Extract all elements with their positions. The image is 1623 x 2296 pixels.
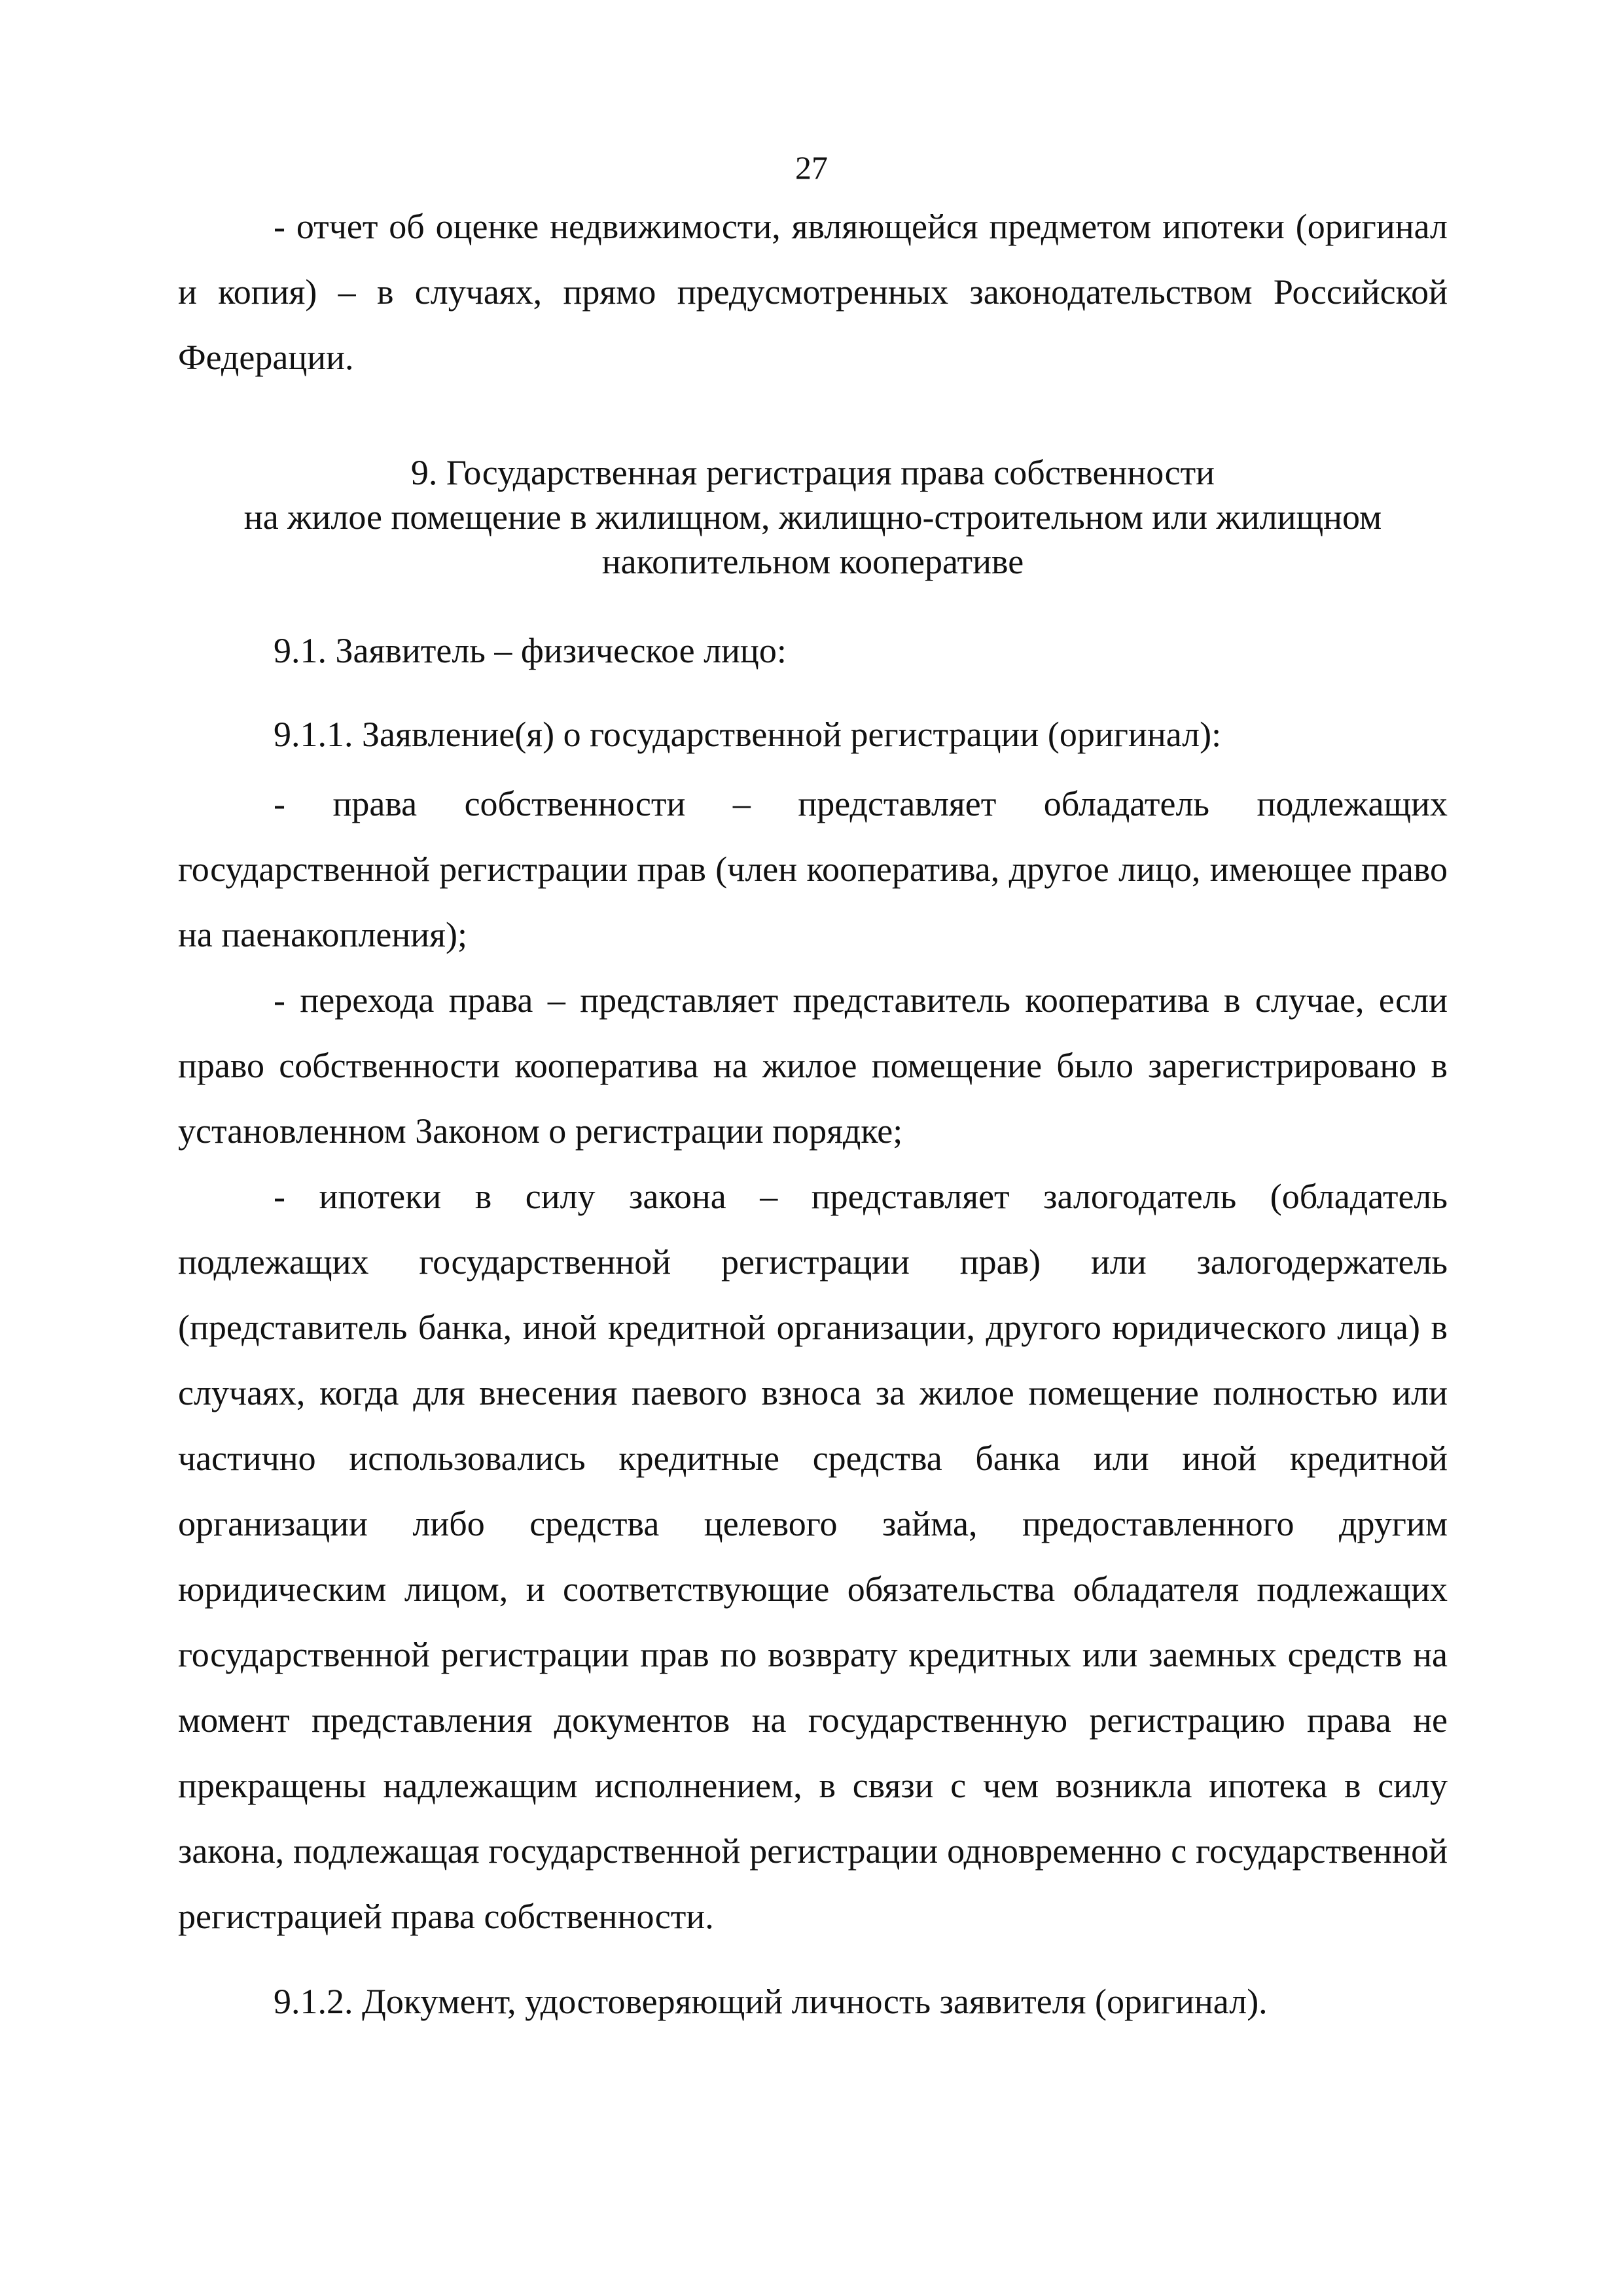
section-heading-line3: накопительном кооперативе [601, 542, 1024, 581]
section-heading-line1: 9. Государственная регистрация права собственности [410, 453, 1215, 492]
section-heading-line2: на жилое помещение в жилищном, жилищно-строительном или жилищном [243, 497, 1382, 537]
intro-paragraph: - отчет об оценке недвижимости, являющейся предметом ипотеки (оригинал и копия) – в случаях, прямо предусмотренных законодательством Российской Федерации. [178, 207, 1448, 377]
bullet-transfer: - перехода права – представляет представитель кооператива в случае, если право собственности кооператива на жилое помещение было зарегистрировано в установленном Законом о регистрации порядке; [178, 980, 1448, 1151]
item-911-bullets [178, 771, 1448, 1949]
page-number: 27 [795, 149, 828, 186]
bullet-mortgage: - ипотеки в силу закона – представляет залогодатель (обладатель подлежащих государственной регистрации прав) или залогодержатель (представитель банка, иной кредитной организации, другого юридического лица) в случаях, когда для внесения паевого взноса за жилое помещение полностью или частично использовались кредитные средства банка или иной кредитной организации либо средства целевого займа, предоставленного другим юридическим лицом, и соответствующие обязательства обладателя подлежащих государственной регистрации прав по возврату кредитных или заемных средств на момент представления документов на государственную регистрацию права не прекращены надлежащим исполнением, в связи с чем возникла ипотека в силу закона, подлежащая государственной регистрации одновременно с государственной регистрацией права собственности. [178, 1177, 1448, 1936]
subsection-title: 9.1. Заявитель – физическое лицо: [274, 631, 787, 670]
bullet-ownership: - права собственности – представляет обладатель подлежащих государственной регистрации прав (член кооператива, другое лицо, имеющее право на паенакопления); [178, 784, 1448, 954]
item-911-title: 9.1.1. Заявление(я) о государственной регистрации (оригинал): [274, 715, 1222, 754]
item-912: 9.1.2. Документ, удостоверяющий личность заявителя (оригинал). [274, 1982, 1268, 2021]
section-heading [178, 450, 1448, 584]
intro-block [178, 194, 1448, 390]
